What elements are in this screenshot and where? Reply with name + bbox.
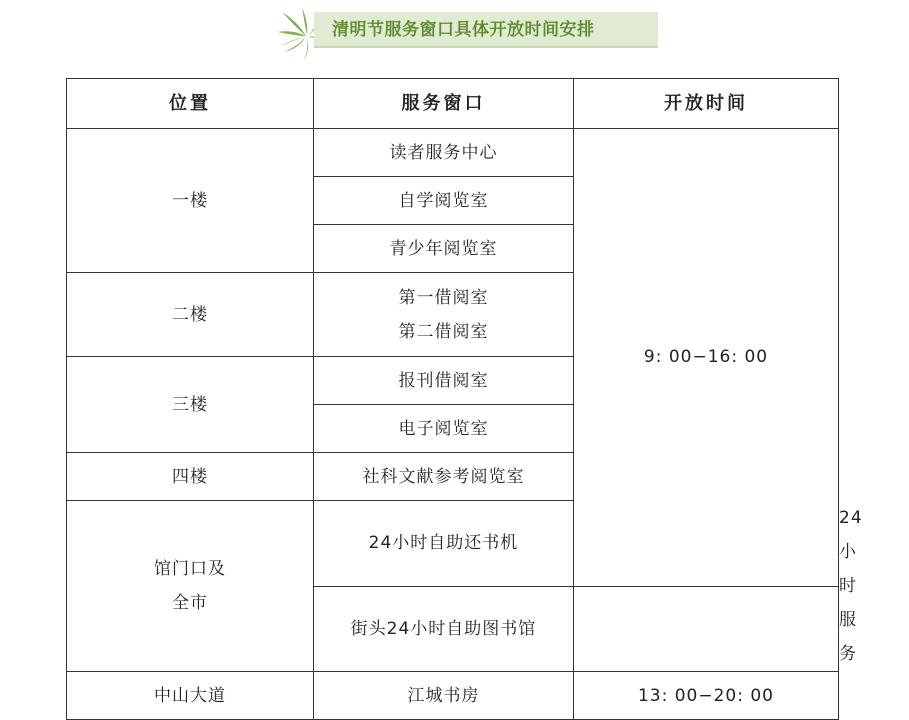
hours-cell-evening: 13: 00−20: 00 — [574, 672, 839, 720]
window-cell-youth-reading: 青少年阅览室 — [314, 225, 574, 273]
window-cell-borrowing-rooms — [314, 273, 574, 357]
location-cell-entrance-city — [67, 501, 314, 672]
location-cell-floor2: 二楼 — [67, 273, 314, 357]
location-cell-floor4: 四楼 — [67, 453, 314, 501]
location-label-entrance: 馆门口及 — [154, 559, 226, 579]
window-label-borrow-2: 第二借阅室 — [398, 321, 489, 342]
hours-cell-main: 9: 00−16: 00 — [574, 129, 839, 587]
table-row — [67, 672, 839, 720]
table-row: 馆门口及 全市 24小时自助还书机 24小时服务 — [67, 501, 839, 587]
page-header — [276, 6, 658, 56]
page-title: 清明节服务窗口具体开放时间安排 — [332, 20, 595, 40]
table-row — [67, 129, 839, 177]
window-label-borrow-1: 第一借阅室 — [398, 287, 489, 308]
location-cell-floor3: 三楼 — [67, 357, 314, 453]
window-cell-periodicals: 报刊借阅室 — [314, 357, 574, 405]
table-header-row — [67, 79, 839, 129]
location-label-city: 全市 — [172, 593, 208, 613]
column-header-service-window: 服务窗口 — [314, 79, 574, 129]
column-header-opening-hours: 开放时间 — [574, 79, 839, 129]
window-cell-street-library: 街头24小时自助图书馆 — [314, 586, 574, 672]
window-cell-reader-service: 读者服务中心 — [314, 129, 574, 177]
window-cell-self-return: 24小时自助还书机 — [314, 501, 574, 587]
schedule-table — [66, 78, 863, 720]
window-cell-e-reading: 电子阅览室 — [314, 405, 574, 453]
location-cell-zhongshan: 中山大道 — [67, 672, 314, 720]
window-cell-self-study: 自学阅览室 — [314, 177, 574, 225]
title-banner — [314, 12, 658, 48]
window-cell-jiangcheng: 江城书房 — [314, 672, 574, 720]
window-cell-social-science: 社科文献参考阅览室 — [314, 453, 574, 501]
column-header-location: 位置 — [67, 79, 314, 129]
location-cell-floor1: 一楼 — [67, 129, 314, 273]
